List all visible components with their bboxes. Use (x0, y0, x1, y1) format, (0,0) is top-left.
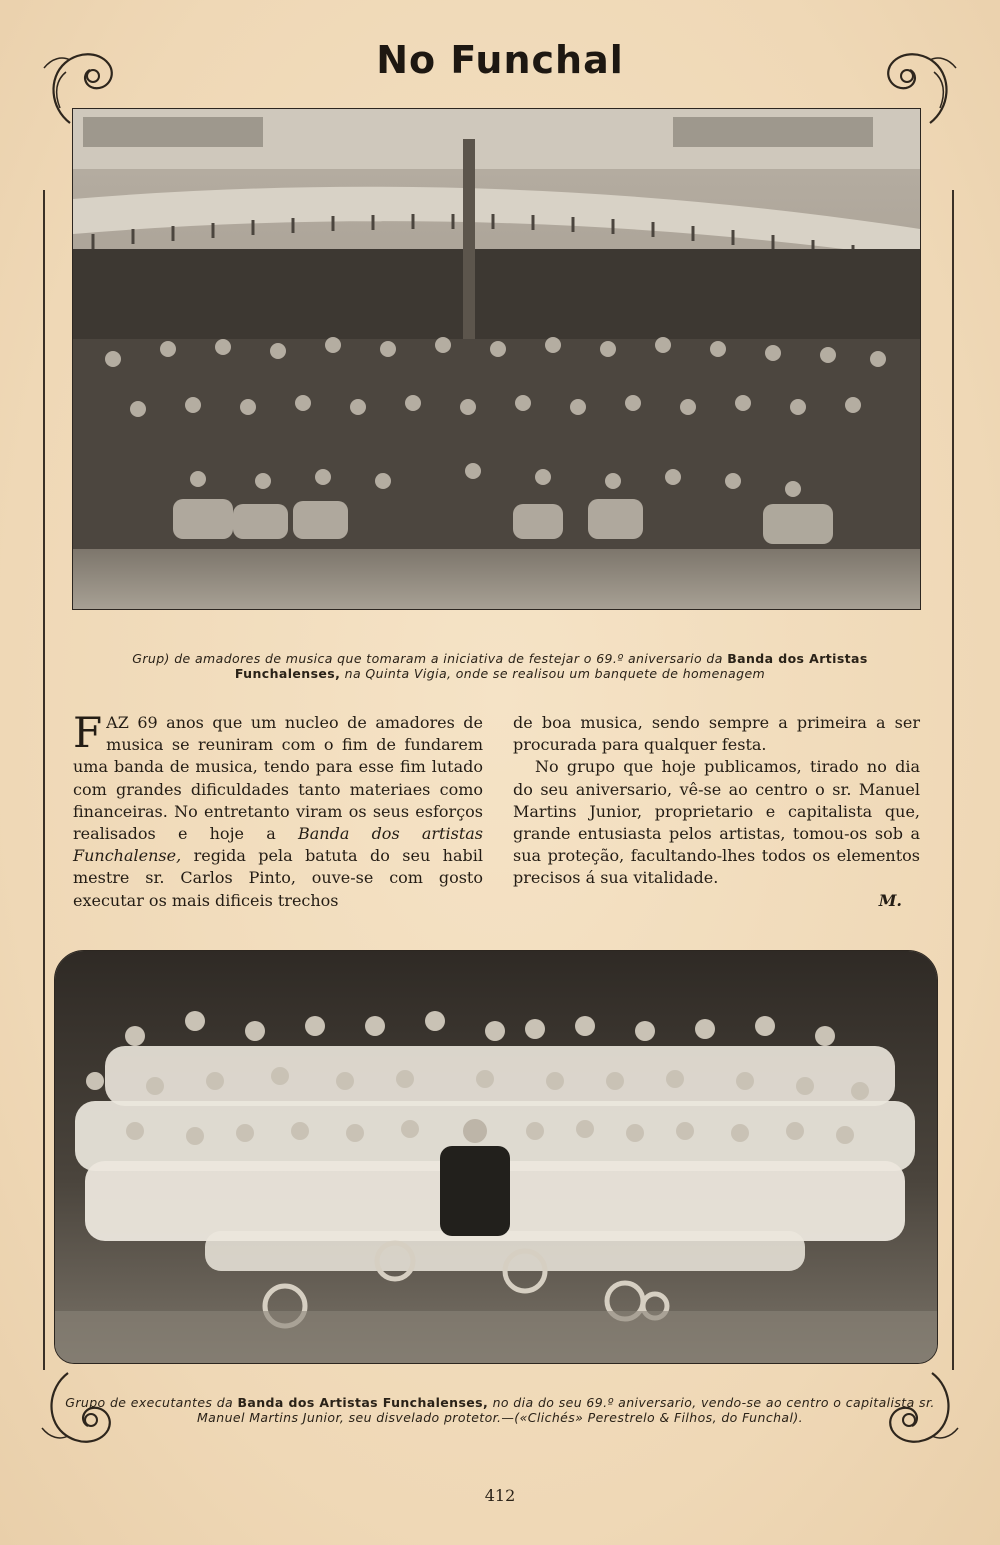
caption-top-band-name-cont: Funchalenses, (234, 666, 341, 681)
page-title: No Funchal (376, 38, 624, 82)
caption-bottom-band-name: Banda dos Artistas Funchalenses, (237, 1395, 489, 1410)
article-right-paragraph-2: No grupo que hoje publicamos, tirado no dia do seu aniversario, vê-se ao centro o sr. Manuel Martins Junior, proprietario e capitalista que, grande entusiasta pelos artistas, tomou-os sob a sua proteção, facultando-lhes todos os elementos precisos á sua vitalidade. (513, 757, 920, 888)
article-signature: M. (878, 890, 902, 910)
article-right-paragraph-1: de boa musica, sendo sempre a primeira a ser procurada para qualquer festa. (513, 713, 920, 755)
article-band-name-italic: Banda dos artistas Funchalense, (73, 824, 483, 866)
photo-amateurs-group (72, 108, 921, 610)
caption-top-line2: na Quinta Vigia, onde se realisou um banquete de homenagem (344, 666, 766, 681)
frame-right-rule (952, 190, 954, 1370)
article-left-text-end: regida pela batuta do seu habil mestre sr. Carlos Pinto, ouve-se com gosto executar os mais dificeis trechos (73, 846, 483, 910)
caption-bottom-part2: no dia do seu 69.º aniversario, vendo-se ao centro o capitalista sr. Manuel Martins Junior, seu disvelado protetor.—(«Clichés» Perestrelo & Filhos, do Funchal). (197, 1395, 935, 1425)
article-dropcap: F (73, 708, 103, 757)
frame-left-rule (43, 190, 45, 1370)
caption-bottom-part1: Grupo de executantes da (65, 1395, 234, 1410)
caption-bottom (60, 1395, 940, 1425)
article-column-left (73, 708, 483, 912)
article-column-right (513, 712, 920, 912)
caption-top-band-name: Banda dos Artistas (727, 651, 868, 666)
page-number: 412 (484, 1486, 516, 1505)
article-left-text-start: AZ 69 anos que um nucleo de amadores de musica se reuniram com o fim de fundarem uma banda de musica, tendo para esse fim lutado com grandes dificuldades tanto materiaes como financeiras. No entretanto viram os seus esforços realisados e hoje a (73, 713, 483, 844)
caption-top-line1: Grup) de amadores de musica que tomaram a iniciativa de festejar o 69.º aniversario da (132, 651, 723, 666)
photo-band-members (54, 950, 938, 1364)
caption-top (60, 651, 940, 681)
